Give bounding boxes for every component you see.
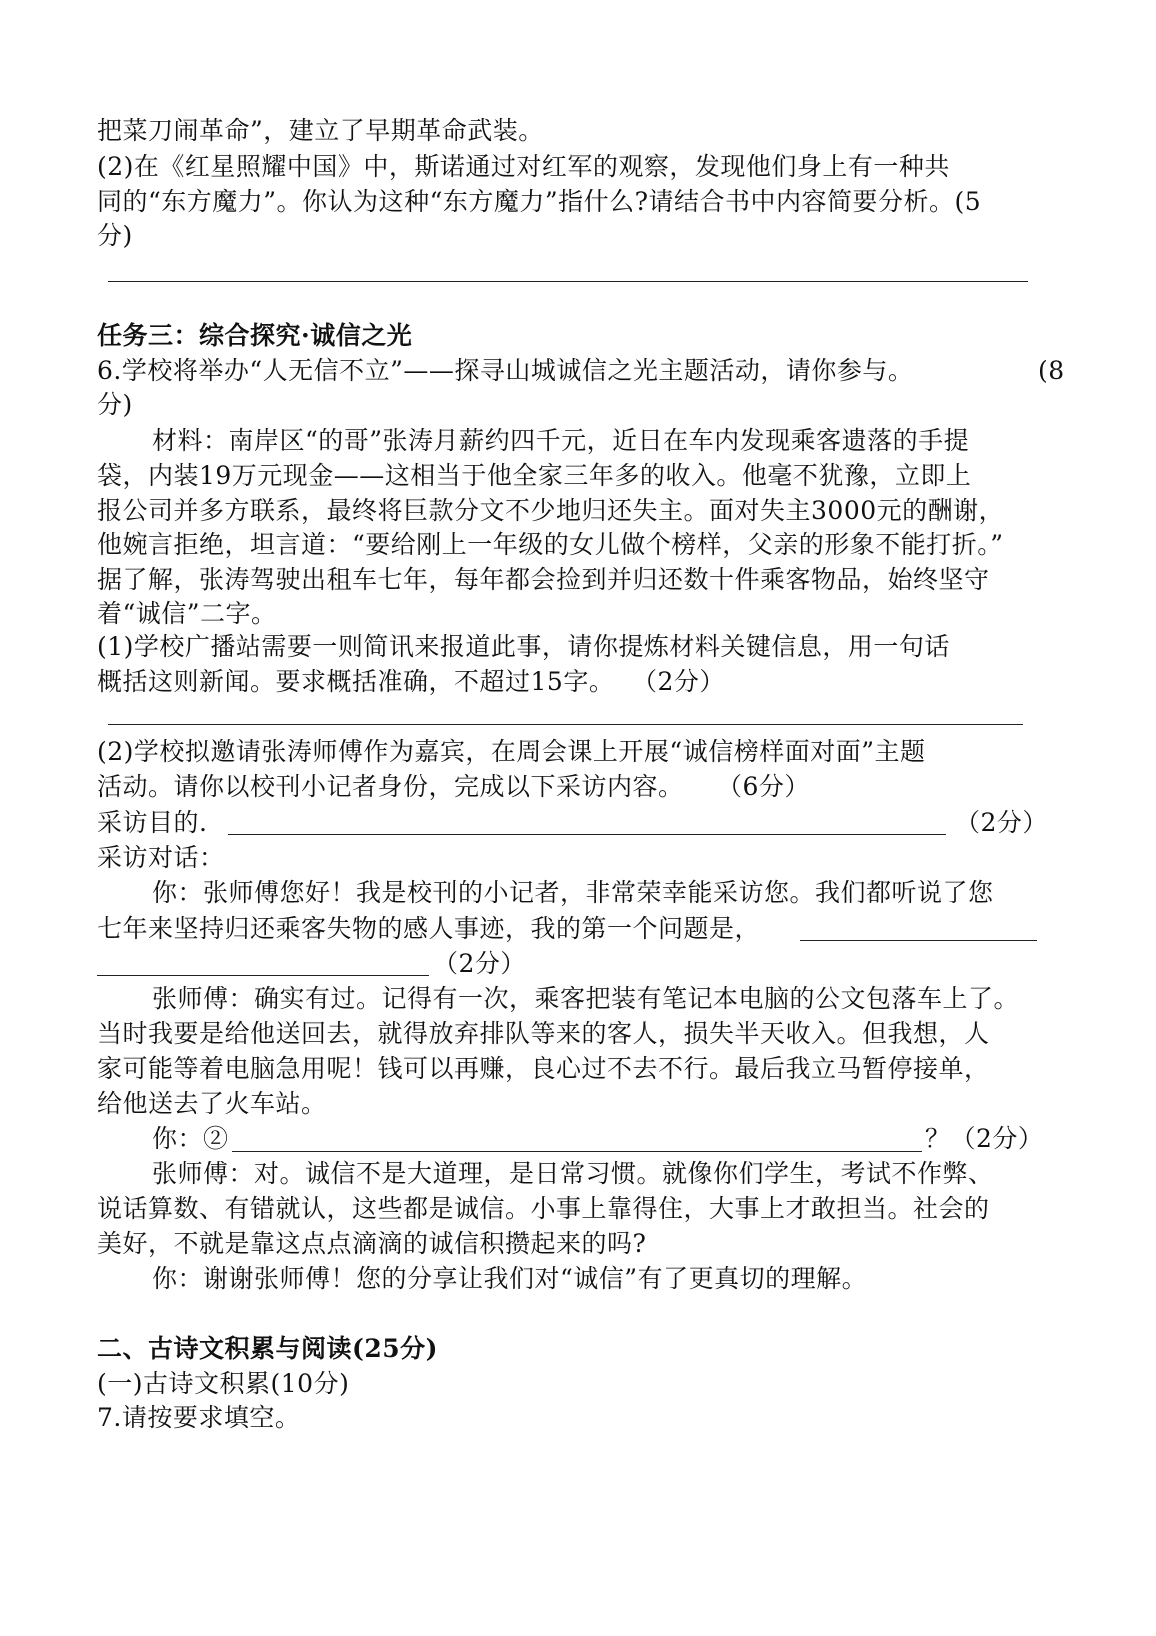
text-line: 分)	[97, 221, 133, 250]
question-6-2: (2)学校拟邀请张涛师傅作为嘉宾，在周会课上开展“诚信榜样面对面”主题	[97, 737, 926, 766]
text-line: 分)	[97, 390, 133, 419]
material-text: 着“诚信”二字。	[97, 599, 277, 628]
material-text: 他婉言拒绝，坦言道：“要给刚上一年级的女儿做个榜样，父亲的形象不能打折。”	[97, 530, 1004, 559]
dialog-text: 张师傅：确实有过。记得有一次，乘客把装有笔记本电脑的公文包落车上了。	[152, 984, 1020, 1013]
question-5-2: (2)在《红星照耀中国》中，斯诺通过对红军的观察，发现他们身上有一种共	[97, 152, 950, 181]
material-text: 报公司并多方联系，最终将巨款分文不少地归还失主。面对失主3000元的酬谢，	[97, 496, 1005, 525]
question-6: 6.学校将举办“人无信不立”——探寻山城诚信之光主题活动，请你参与。	[97, 356, 914, 385]
answer-line[interactable]	[108, 724, 1023, 725]
text-line: 把菜刀闹革命”，建立了早期革命武装。	[97, 116, 544, 145]
answer-line[interactable]	[108, 281, 1028, 282]
interview-purpose-label: 采访目的.	[97, 808, 208, 837]
material-text: 材料：南岸区“的哥”张涛月薪约四千元，近日在车内发现乘客遗落的手提	[152, 426, 970, 455]
score-label: (8	[1038, 356, 1065, 385]
dialog-text: 张师傅：对。诚信不是大道理，是日常习惯。就像你们学生，考试不作弊、	[152, 1159, 994, 1188]
score-label: （2分）	[632, 667, 725, 696]
answer-line[interactable]	[228, 834, 946, 835]
material-text: 袋，内装19万元现金——这相当于他全家三年多的收入。他毫不犹豫，立即上	[97, 461, 972, 490]
dialog-text: 说话算数、有错就认，这些都是诚信。小事上靠得住，大事上才敢担当。社会的	[97, 1194, 990, 1223]
section-title-task3: 任务三：综合探究·诚信之光	[97, 321, 413, 350]
answer-line[interactable]	[800, 940, 1037, 941]
dialog-text: 给他送去了火车站。	[97, 1089, 327, 1118]
dialog-text: 你：②	[152, 1124, 229, 1153]
answer-line[interactable]	[232, 1151, 922, 1152]
question-6-1: (1)学校广播站需要一则简讯来报道此事，请你提炼材料关键信息，用一句话	[97, 632, 950, 661]
section-title-2: 二、古诗文积累与阅读(25分)	[97, 1334, 438, 1363]
dialog-text: 你：谢谢张师傅！您的分享让我们对“诚信”有了更真切的理解。	[152, 1264, 868, 1293]
text-line: 活动。请你以校刊小记者身份，完成以下采访内容。	[97, 772, 684, 801]
question-7: 7.请按要求填空。	[97, 1403, 301, 1432]
subsection-title: (一)古诗文积累(10分)	[97, 1369, 350, 1398]
text-line: 同的“东方魔力”。你认为这种“东方魔力”指什么?请结合书中内容简要分析。(5	[97, 187, 982, 216]
score-label: ？（2分）	[925, 1124, 1044, 1153]
score-label: （6分）	[717, 772, 810, 801]
material-text: 据了解，张涛驾驶出租车七年，每年都会捡到并归还数十件乘客物品，始终坚守	[97, 565, 990, 594]
dialog-text: 家可能等着电脑急用呢！钱可以再赚，良心过不去不行。最后我立马暂停接单，	[97, 1054, 990, 1083]
dialog-text: 美好，不就是靠这点点滴滴的诚信积攒起来的吗?	[97, 1229, 647, 1258]
text-line: 概括这则新闻。要求概括准确，不超过15字。	[97, 667, 615, 696]
score-label: （2分）	[433, 949, 526, 978]
dialog-text: 七年来坚持归还乘客失物的感人事迹，我的第一个问题是，	[97, 914, 761, 943]
answer-line[interactable]	[97, 975, 429, 976]
interview-dialog-label: 采访对话：	[97, 843, 225, 872]
dialog-text: 你：张师傅您好！我是校刊的小记者，非常荣幸能采访您。我们都听说了您	[152, 878, 994, 907]
score-label: （2分）	[955, 808, 1048, 837]
dialog-text: 当时我要是给他送回去，就得放弃排队等来的客人，损失半天收入。但我想，人	[97, 1019, 990, 1048]
